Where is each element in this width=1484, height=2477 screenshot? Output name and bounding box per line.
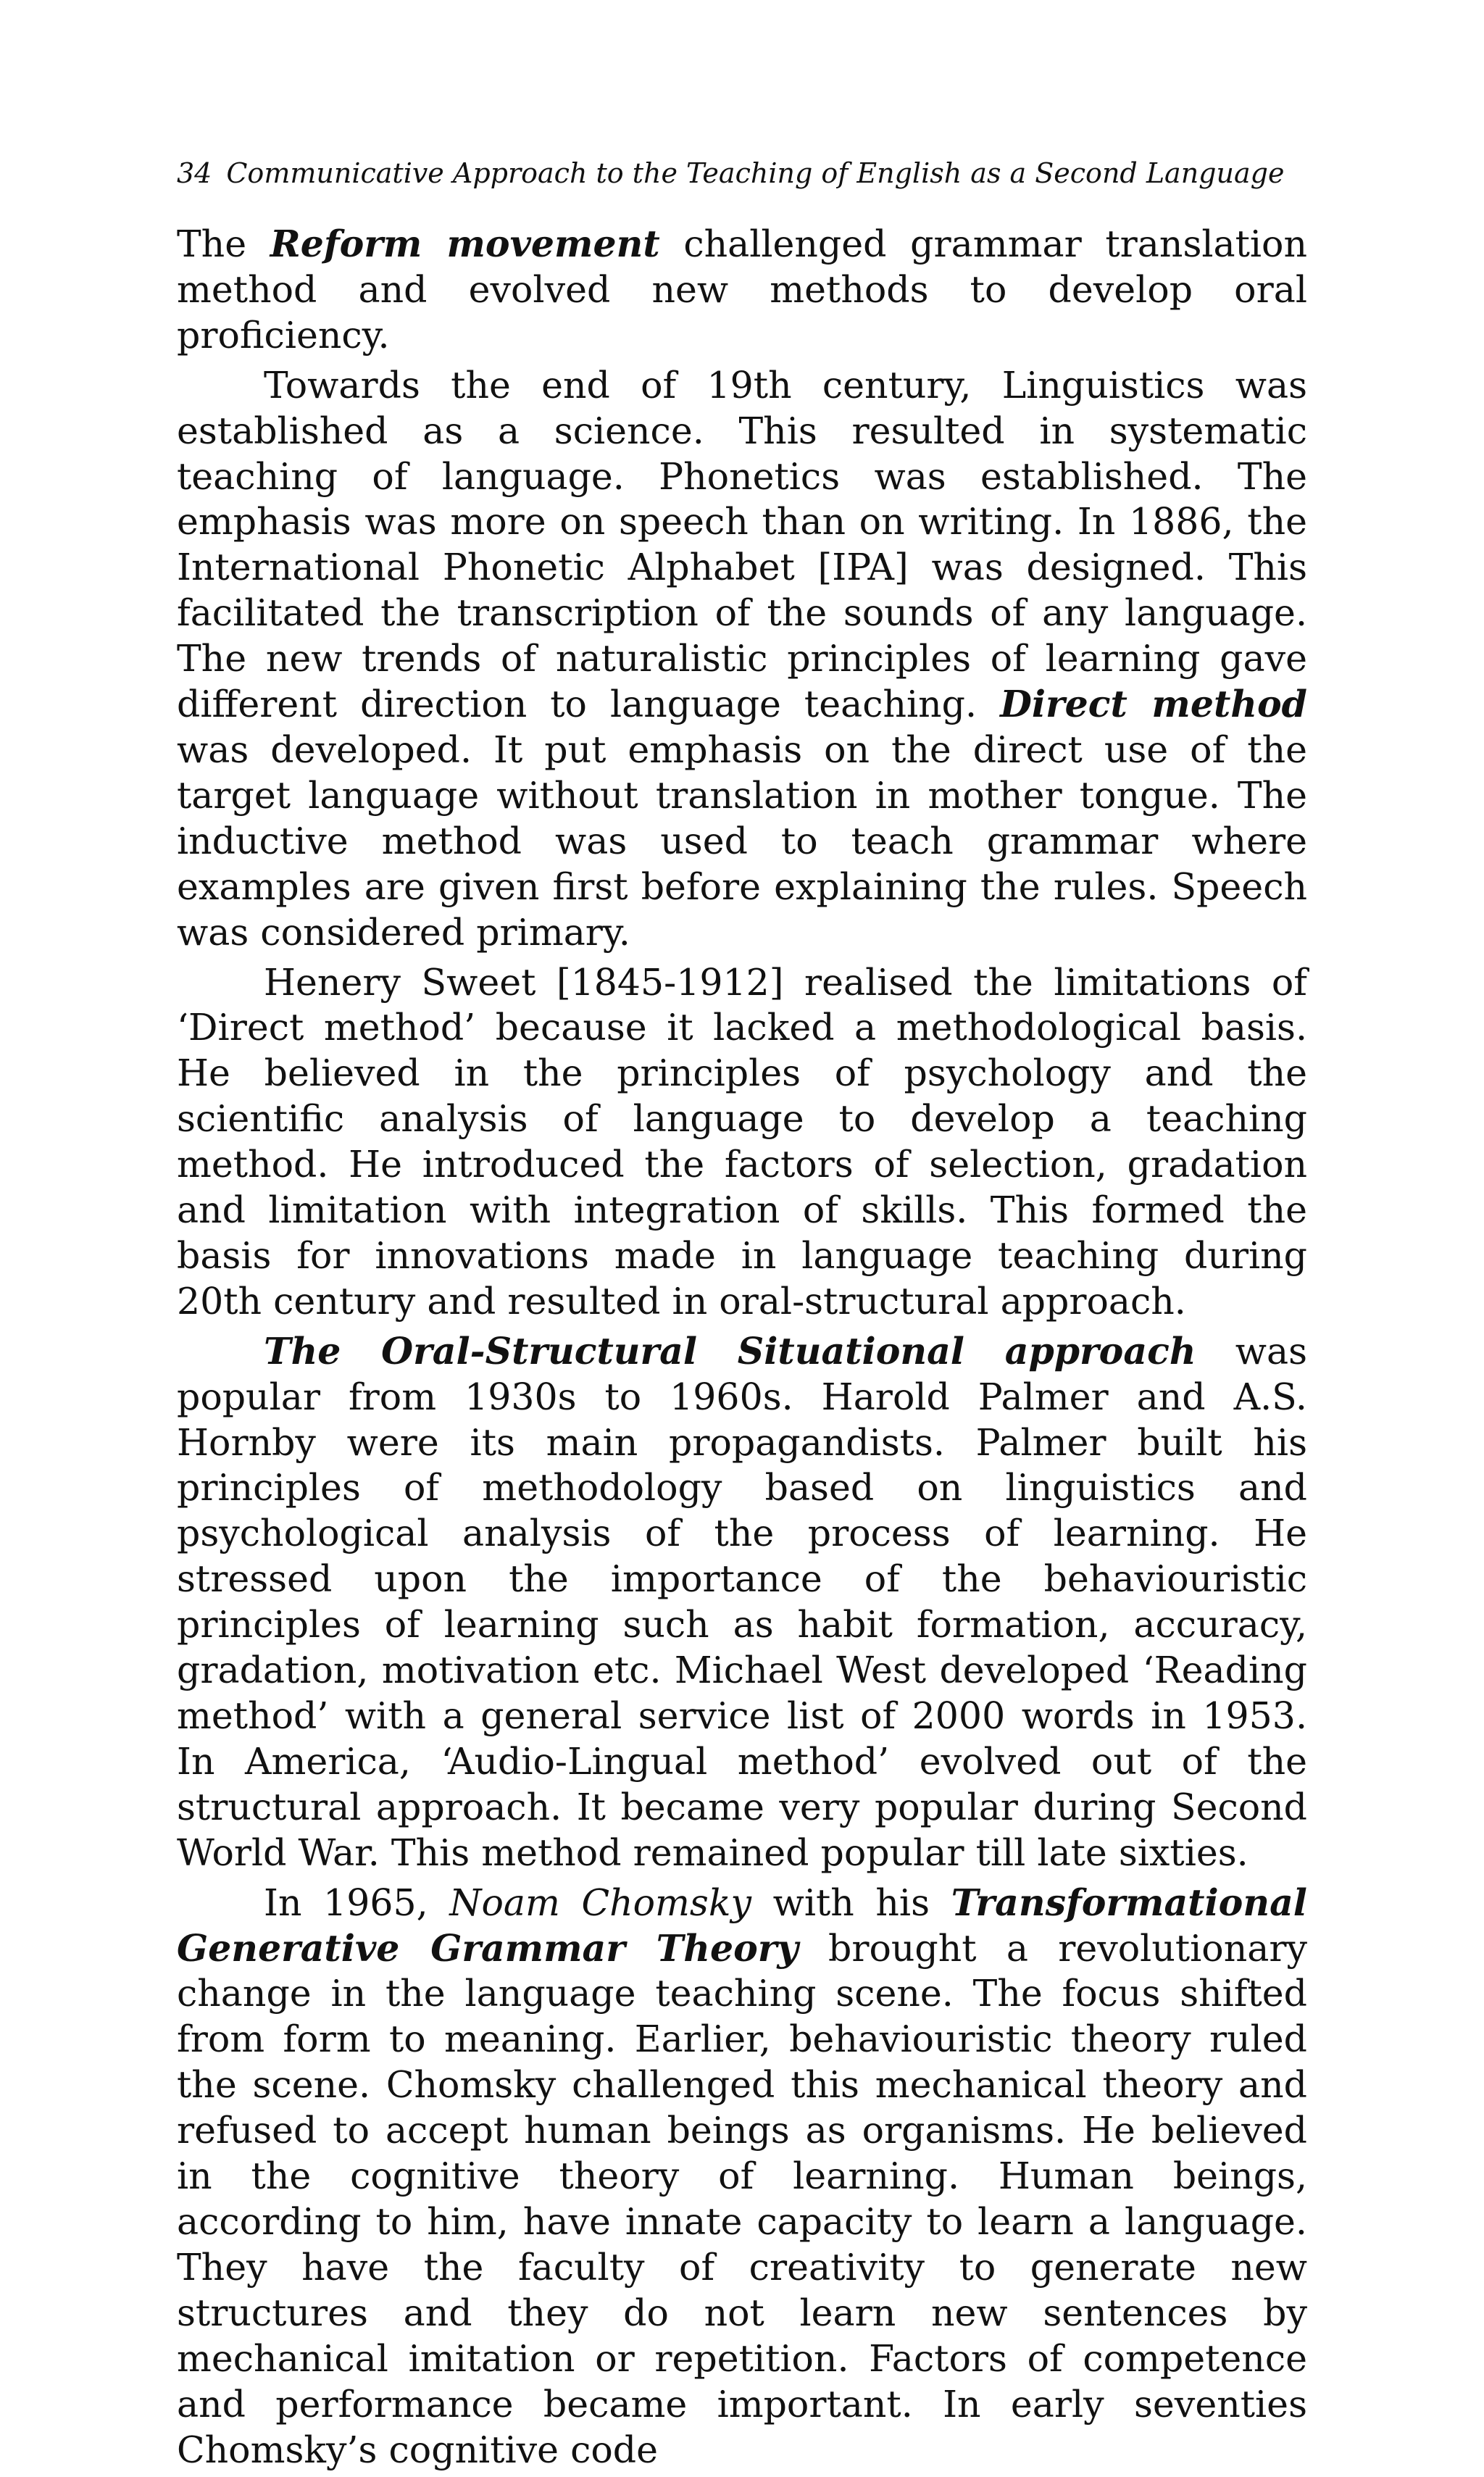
paragraph-text: Towards the end of 19th century, Linguistics was established as a science. This resulted in systematic teaching of language. Phonetics was established. The emphasis was more on speech than on writing. In 1886, the International Phonetic Alphabet [IPA] was designed. This facilitated the transcription of the sounds of any language. The new trends of naturalistic principles of learning gave different direction to language teaching. bbox=[177, 363, 1307, 726]
paragraph-text: Henery Sweet [1845-1912] realised the limitations of ‘Direct method’ because it lacked a methodological basis. He believed in the principles of psychology and the scientific analysis of language to develop a teaching method. He introduced the factors of selection, gradation and limitation with integration of skills. This formed the basis for innovations made in language teaching during 20th century and resulted in oral-structural approach. bbox=[177, 960, 1307, 1323]
paragraph-chomsky bbox=[177, 1881, 1307, 2473]
emphasis-term: Direct method bbox=[1000, 683, 1307, 726]
italic-name: Noam Chomsky bbox=[449, 1881, 751, 1924]
paragraph-text: brought a revolutionary change in the language teaching scene. The focus shifted from form to meaning. Earlier, behaviouristic theory ruled the scene. Chomsky challenged this mechanical theory and refused to accept human beings as organisms. He believed in the cognitive theory of learning. Human beings, according to him, have innate capacity to learn a language. They have the faculty of creativity to generate new structures and they do not learn new sentences by mechanical imitation or repetition. Factors of competence and performance became important. In early seventies Chomsky’s cognitive code bbox=[177, 1926, 1307, 2471]
paragraph-text: challenged grammar translation method and evolved new methods to develop oral proficiency. bbox=[177, 222, 1307, 357]
running-title: Communicative Approach to the Teaching of English as a Second Language bbox=[226, 157, 1285, 189]
paragraph-text: The bbox=[177, 222, 270, 265]
paragraph-henery-sweet bbox=[177, 960, 1307, 1325]
paragraph-reform-movement bbox=[177, 222, 1307, 359]
paragraph-text: In 1965, bbox=[264, 1881, 450, 1924]
emphasis-term: The Oral-Structural Situational approach bbox=[264, 1329, 1196, 1373]
paragraph-oral-structural bbox=[177, 1329, 1307, 1876]
paragraph-direct-method bbox=[177, 363, 1307, 956]
emphasis-term: Transformational Generative Grammar Theory bbox=[177, 1881, 1307, 1970]
page-number: 34 bbox=[177, 157, 212, 189]
body-text bbox=[177, 222, 1307, 2477]
paragraph-text: with his bbox=[751, 1881, 951, 1924]
paragraph-text: was popular from 1930s to 1960s. Harold Palmer and A.S. Hornby were its main propagandists. Palmer built his principles of methodology based on linguistics and psychological analysis of the process of learning. He stressed upon the importance of the behaviouristic principles of learning such as habit formation, accuracy, gradation, motivation etc. Michael West developed ‘Reading method’ with a general service list of 2000 words in 1953. In America, ‘Audio-Lingual method’ evolved out of the structural approach. It became very popular during Second World War. This method remained popular till late sixties. bbox=[177, 1329, 1307, 1874]
running-head bbox=[177, 155, 1307, 191]
emphasis-term: Reform movement bbox=[270, 222, 660, 265]
paragraph-text: was developed. It put emphasis on the direct use of the target language without translation in mother tongue. The inductive method was used to teach grammar where examples are given first before explaining the rules. Speech was considered primary. bbox=[177, 728, 1307, 954]
